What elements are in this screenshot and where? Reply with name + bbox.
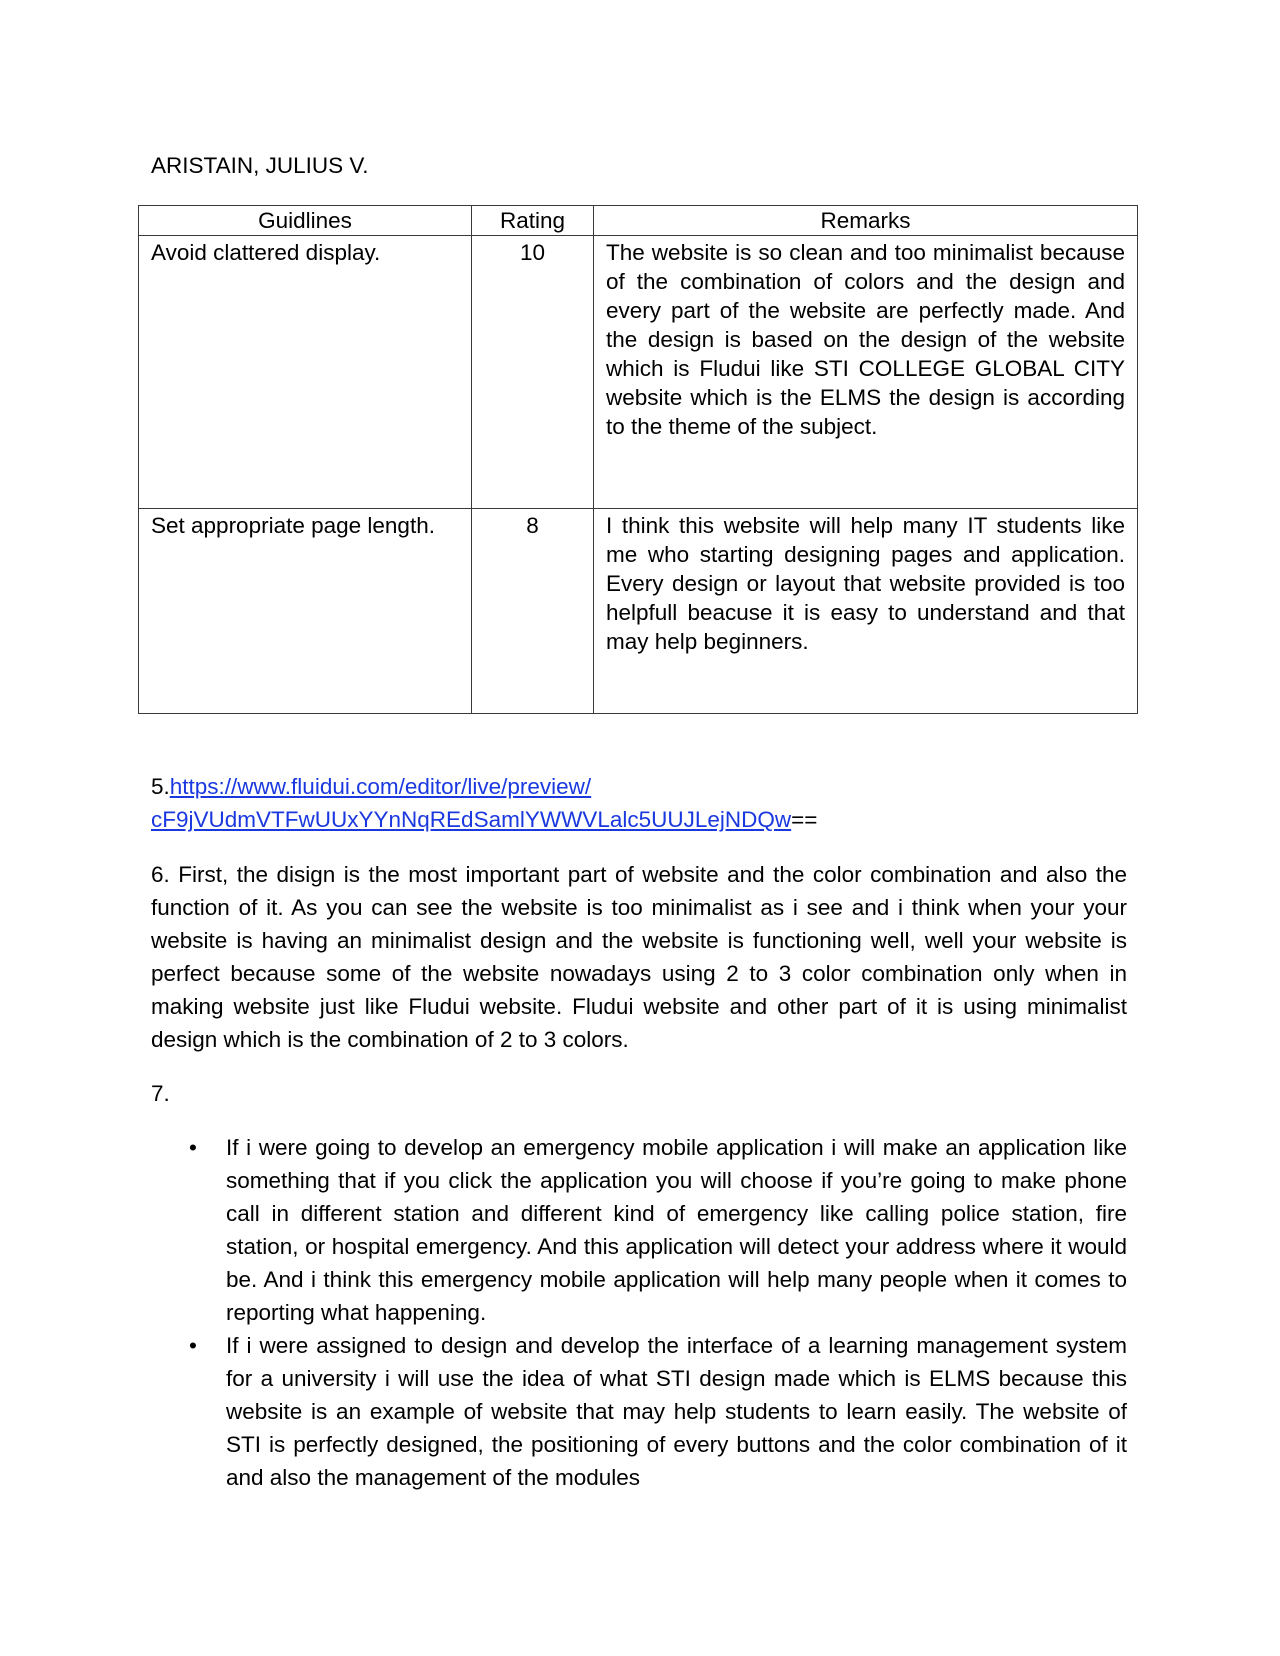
header-guidelines: Guidlines xyxy=(139,206,472,236)
table-row xyxy=(139,509,1138,714)
bullet-marker: • xyxy=(189,1333,197,1358)
remarks-cell: The website is so clean and too minimalist because of the combination of colors and the design and every part of the website are perfectly made. And the design is based on the design of the website which is Fludui like STI COLLEGE GLOBAL CITY website which is the ELMS the design is according to the theme of the subject. xyxy=(594,236,1138,509)
item-6-paragraph: 6. First, the disign is the most important part of website and the color combination and also the function of it. As you can see the website is too minimalist as i see and i think when your your website is having an minimalist design and the website is functioning well, well your website is perfect because some of the website nowadays using 2 to 3 color combination only when in making website just like Fludui website. Fludui website and other part of it is using minimalist design which is the combination of 2 to 3 colors. xyxy=(151,862,1127,1052)
table-header-row xyxy=(139,206,1138,236)
item-7-bullet-list xyxy=(151,1131,1127,1494)
fluidui-preview-link[interactable] xyxy=(151,774,791,832)
item-5-link-paragraph xyxy=(151,770,1131,836)
item-5-number: 5. xyxy=(151,774,170,799)
header-remarks: Remarks xyxy=(594,206,1138,236)
header-rating: Rating xyxy=(472,206,594,236)
bullet-marker: • xyxy=(189,1135,197,1160)
author-name: ARISTAIN, JULIUS V. xyxy=(151,153,369,178)
remarks-cell: I think this website will help many IT students like me who starting designing pages and application. Every design or layout that website provided is too helpfull beacuse it is easy to understand and that may help beginners. xyxy=(594,509,1138,714)
list-item xyxy=(151,1131,1127,1329)
list-item xyxy=(151,1329,1127,1494)
link-line-2: cF9jVUdmVTFwUUxYYnNqREdSamlYWWVLalc5UUJLejNDQw xyxy=(151,807,792,832)
guideline-cell: Avoid clattered display. xyxy=(139,236,472,509)
link-suffix: == xyxy=(791,807,818,832)
evaluation-table xyxy=(138,205,1138,714)
table-row xyxy=(139,236,1138,509)
guideline-cell: Set appropriate page length. xyxy=(139,509,472,714)
item-7-number: 7. xyxy=(151,1081,170,1106)
rating-cell: 10 xyxy=(472,236,594,509)
bullet-text: If i were assigned to design and develop the interface of a learning management system for a university i will use the idea of what STI design made which is ELMS because this website is an example of website that may help students to learn easily. The website of STI is perfectly designed, the positioning of every buttons and the color combination of it and also the management of the modules xyxy=(226,1333,1127,1490)
bullet-text: If i were going to develop an emergency mobile application i will make an application like something that if you click the application you will choose if you’re going to make phone call in different station and different kind of emergency like calling police station, fire station, or hospital emergency. And this application will detect your address where it would be. And i think this emergency mobile application will help many people when it comes to reporting what happening. xyxy=(226,1135,1127,1325)
rating-cell: 8 xyxy=(472,509,594,714)
link-line-1: https://www.fluidui.com/editor/live/preview/ xyxy=(169,774,592,799)
